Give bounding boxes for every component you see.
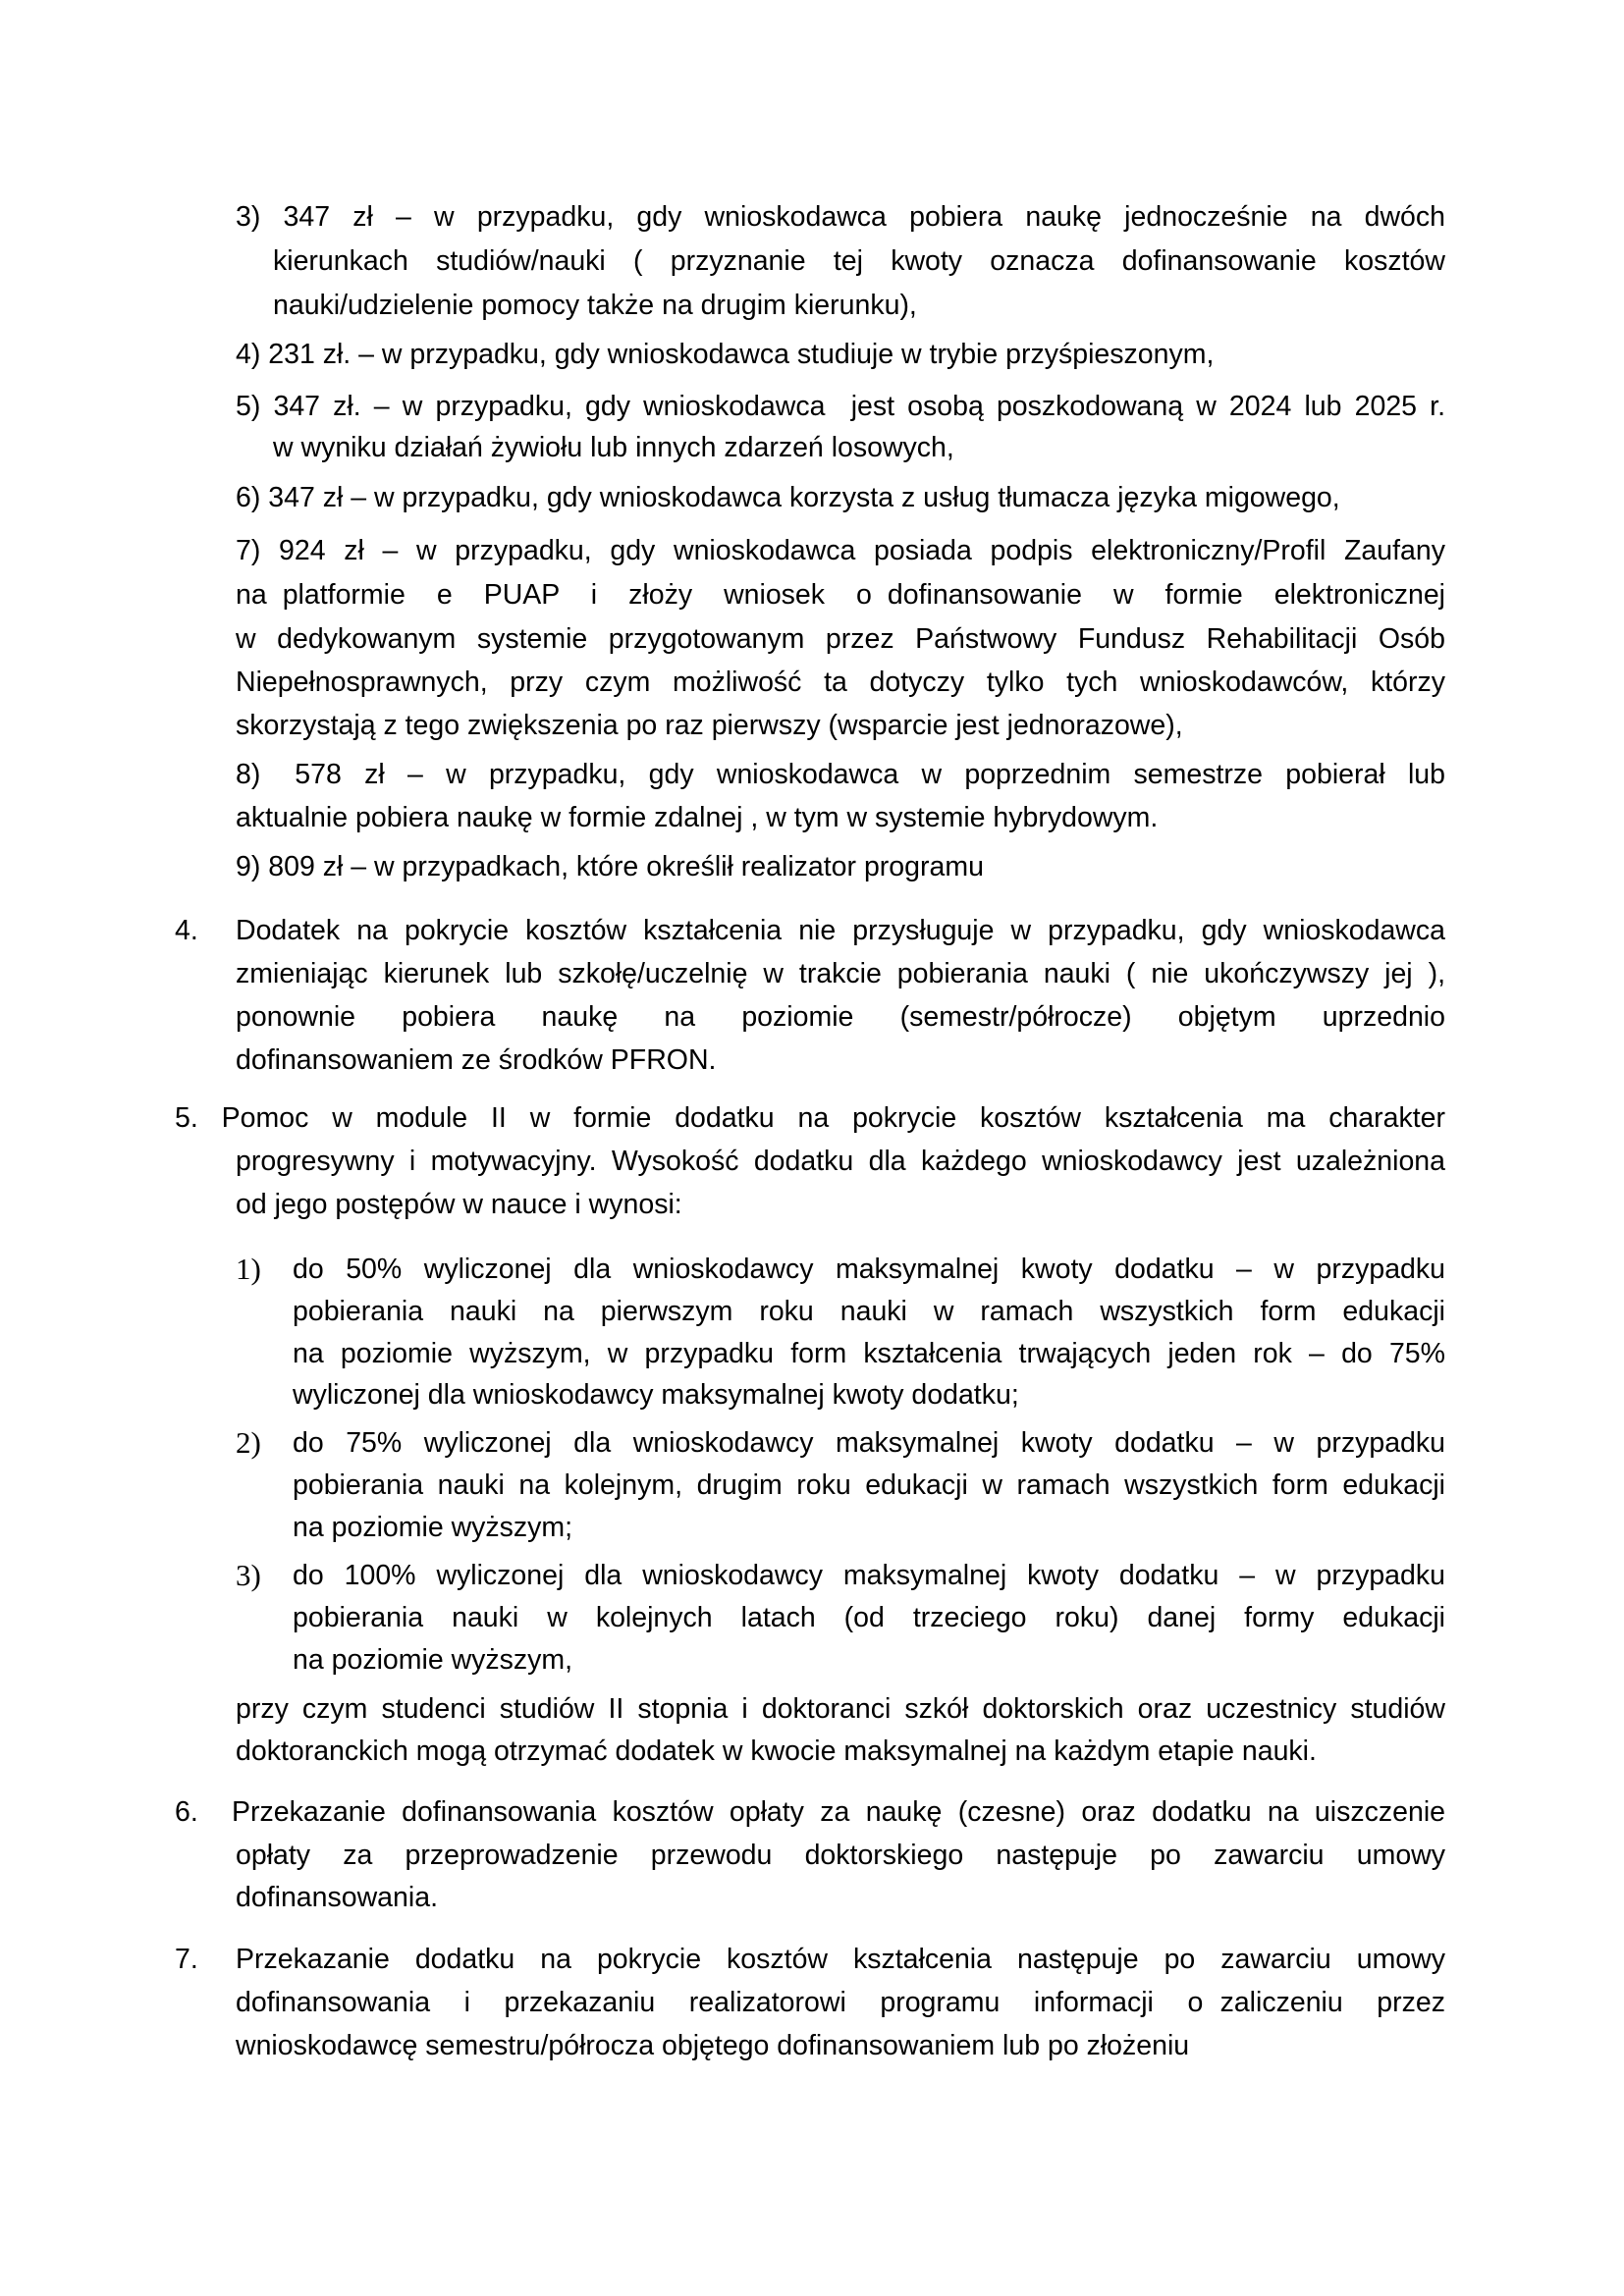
paragraph-line: wnioskodawcę semestru/półrocza objętego dofinansowaniem lub po złożeniu (236, 2030, 1190, 2061)
subitem-line: do 50% wyliczonej dla wnioskodawcy maksymalnej kwoty dodatku – w przypadku (293, 1254, 1445, 1285)
paragraph-line: przy czym studenci studiów II stopnia i doktoranci szkół doktorskich oraz uczestnicy studiów (236, 1693, 1445, 1725)
paragraph-line: dofinansowaniem ze środków PFRON. (236, 1044, 717, 1076)
paragraph-number: 7. (175, 1944, 198, 1975)
subitem-line: wyliczonej dla wnioskodawcy maksymalnej kwoty dodatku; (293, 1379, 1019, 1411)
paragraph-number: 6. (175, 1796, 198, 1828)
amount-item-8-line: aktualnie pobiera naukę w formie zdalnej , w tym w systemie hybrydowym. (236, 802, 1159, 833)
paragraph-line: dofinansowania i przekazaniu realizatorowi programu informacji o zaliczeniu przez (236, 1987, 1445, 2018)
amount-item-6-line: 6) 347 zł – w przypadku, gdy wnioskodawca korzysta z usług tłumacza języka migowego, (236, 482, 1340, 513)
paragraph-line: od jego postępów w nauce i wynosi: (236, 1189, 682, 1220)
amount-item-4-line: 4) 231 zł. – w przypadku, gdy wnioskodawca studiuje w trybie przyśpieszonym, (236, 339, 1215, 370)
amount-item-3-line: nauki/udzielenie pomocy także na drugim kierunku), (273, 290, 917, 321)
paragraph-line: doktoranckich mogą otrzymać dodatek w kwocie maksymalnej na każdym etapie nauki. (236, 1735, 1317, 1767)
paragraph-line: Przekazanie dodatku na pokrycie kosztów kształcenia następuje po zawarciu umowy (236, 1944, 1445, 1975)
subitem-number: 1) (236, 1252, 261, 1286)
amount-item-9-line: 9) 809 zł – w przypadkach, które określił realizator programu (236, 851, 984, 882)
subitem-line: do 100% wyliczonej dla wnioskodawcy maksymalnej kwoty dodatku – w przypadku (293, 1560, 1445, 1591)
paragraph-number: 4. (175, 915, 198, 946)
subitem-line: na poziomie wyższym, (293, 1644, 573, 1676)
amount-item-8-line: 8) 578 zł – w przypadku, gdy wnioskodawca w poprzednim semestrze pobierał lub (236, 759, 1445, 790)
amount-item-5-line: w wyniku działań żywiołu lub innych zdarzeń losowych, (273, 432, 954, 463)
amount-item-5-line: 5) 347 zł. – w przypadku, gdy wnioskodawca jest osobą poszkodowaną w 2024 lub 2025 r. (236, 391, 1445, 422)
paragraph-line: ponownie pobiera naukę na poziomie (semestr/półrocze) objętym uprzednio (236, 1001, 1445, 1033)
amount-item-7-line: 7) 924 zł – w przypadku, gdy wnioskodawca posiada podpis elektroniczny/Profil Zaufany (236, 535, 1445, 566)
amount-item-7-line: skorzystają z tego zwiększenia po raz pierwszy (wsparcie jest jednorazowe), (236, 710, 1183, 741)
paragraph-line: zmieniając kierunek lub szkołę/uczelnię w trakcie pobierania nauki ( nie ukończywszy jej ), (236, 958, 1445, 989)
paragraph-line: 5. Pomoc w module II w formie dodatku na pokrycie kosztów kształcenia ma charakter (175, 1102, 1445, 1134)
subitem-line: na poziomie wyższym, w przypadku form kształcenia trwających jeden rok – do 75% (293, 1338, 1445, 1369)
subitem-number: 3) (236, 1558, 261, 1592)
paragraph-line: dofinansowania. (236, 1882, 438, 1913)
paragraph-line: progresywny i motywacyjny. Wysokość dodatku dla każdego wnioskodawcy jest uzależniona (236, 1146, 1445, 1177)
subitem-line: na poziomie wyższym; (293, 1512, 573, 1543)
paragraph-line: opłaty za przeprowadzenie przewodu doktorskiego następuje po zawarciu umowy (236, 1840, 1445, 1871)
amount-item-7-line: w dedykowanym systemie przygotowanym przez Państwowy Fundusz Rehabilitacji Osób (236, 623, 1445, 655)
subitem-line: pobierania nauki na kolejnym, drugim roku edukacji w ramach wszystkich form edukacji (293, 1469, 1445, 1501)
amount-item-7-line: na platformie e PUAP i złoży wniosek o dofinansowanie w formie elektronicznej (236, 579, 1445, 611)
subitem-number: 2) (236, 1425, 261, 1460)
amount-item-7-line: Niepełnosprawnych, przy czym możliwość ta dotyczy tylko tych wnioskodawców, którzy (236, 667, 1445, 698)
subitem-line: do 75% wyliczonej dla wnioskodawcy maksymalnej kwoty dodatku – w przypadku (293, 1427, 1445, 1459)
subitem-line: pobierania nauki na pierwszym roku nauki w ramach wszystkich form edukacji (293, 1296, 1445, 1327)
amount-item-3-line: kierunkach studiów/nauki ( przyznanie tej kwoty oznacza dofinansowanie kosztów (273, 245, 1445, 277)
paragraph-line: Dodatek na pokrycie kosztów kształcenia nie przysługuje w przypadku, gdy wnioskodawca (236, 915, 1445, 946)
subitem-line: pobierania nauki w kolejnych latach (od trzeciego roku) danej formy edukacji (293, 1602, 1445, 1633)
paragraph-line: Przekazanie dofinansowania kosztów opłaty za naukę (czesne) oraz dodatku na uiszczenie (232, 1796, 1445, 1828)
amount-item-3-line: 3) 347 zł – w przypadku, gdy wnioskodawca pobiera naukę jednocześnie na dwóch (236, 201, 1445, 233)
